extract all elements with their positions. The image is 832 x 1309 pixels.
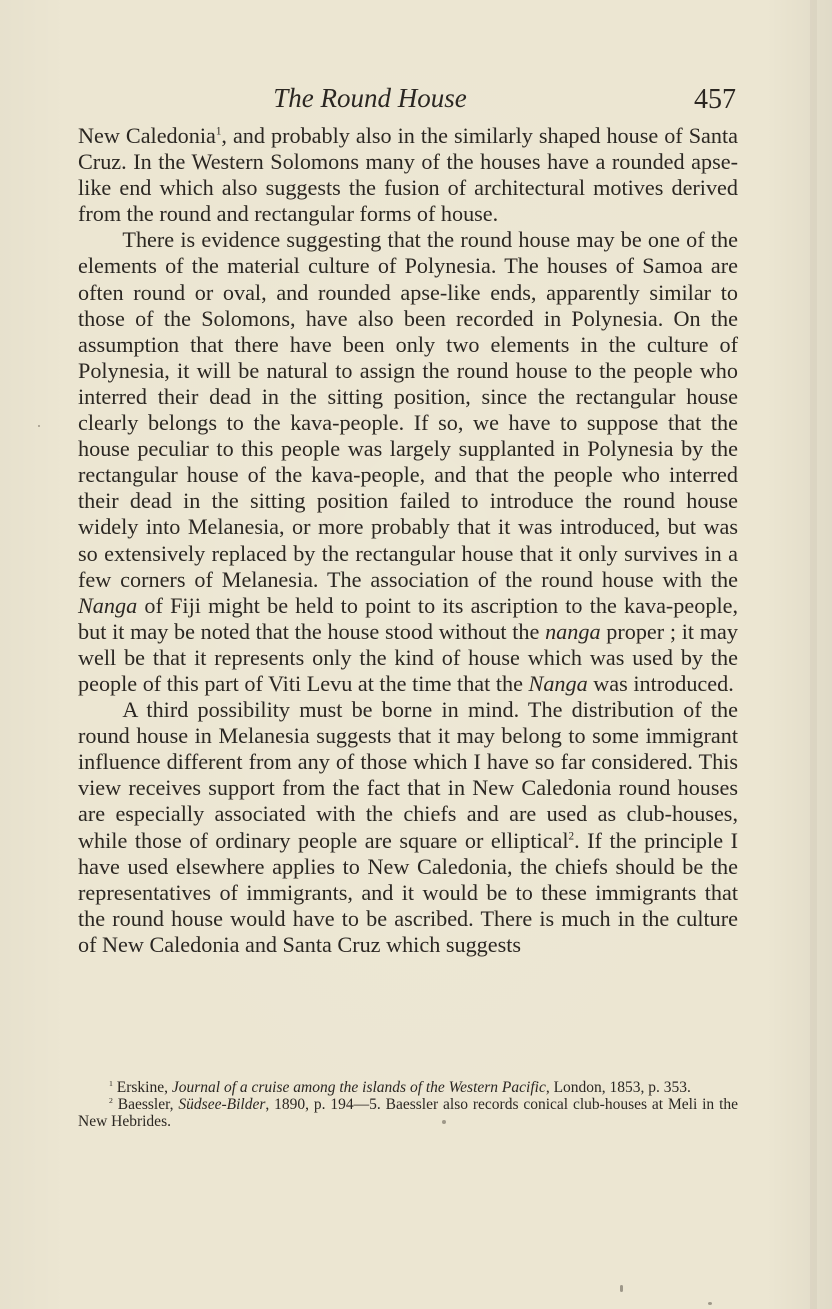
paragraph-1 bbox=[78, 123, 738, 227]
ink-speck bbox=[38, 425, 40, 427]
footnote-1-text-1: Erskine, bbox=[112, 1079, 172, 1096]
ink-speck bbox=[708, 1302, 712, 1305]
footnote-2-text-1: Baessler, bbox=[112, 1096, 179, 1113]
paragraph-2-text-2: of Fiji might be held to point to its ascription to the kava-people, but it may be noted that the house stood without the bbox=[78, 592, 738, 644]
paragraph-2-italic-1: Nanga bbox=[78, 592, 138, 618]
paragraph-2 bbox=[78, 227, 738, 697]
ink-speck bbox=[442, 1120, 446, 1124]
footnote-ref-1: 1 bbox=[215, 125, 222, 138]
footnote-2-number: 2 bbox=[109, 1095, 113, 1105]
footnote-1-number: 1 bbox=[109, 1078, 113, 1088]
paragraph-1-text-1: New Caledonia bbox=[78, 123, 216, 148]
page-number: 457 bbox=[694, 84, 736, 115]
paragraph-2-text-1: There is evidence suggesting that the round house may be one of the elements of the material culture of Polynesia. The houses of Samoa are often round or oval, and rounded apse-like ends, apparently similar to those of the Solomons, have also been recorded in Polynesia. On the assumption that there have been only two elements in the culture of Polynesia, it will be natural to assign the round house to the people who interred their dead in the sitting position, since the rectangular house clearly belongs to the kava-people. If so, we have to suppose that the house peculiar to this people was largely supplanted in Polynesia by the rectangular house of the kava-people, and that the people who interred their dead in the sitting position failed to introduce the round house widely into Melanesia, or more probably that it was introduced, but was so extensively replaced by the rectangular house that it only survives in a few corners of Melanesia. The association of the round house with the bbox=[78, 227, 738, 592]
ink-speck bbox=[620, 1285, 623, 1292]
running-head bbox=[78, 78, 738, 118]
paragraph-2-text-4: was introduced. bbox=[587, 670, 734, 696]
paragraph-2-italic-2: nanga bbox=[545, 618, 601, 644]
paragraph-2-text-3: proper ; it may well be that it represents only the kind of house which was used by the people of this part of Viti Levu at the time that the bbox=[78, 618, 738, 696]
footnote-1-italic: Journal of a cruise among the islands of the Western Pacific bbox=[171, 1079, 546, 1096]
main-text bbox=[78, 123, 738, 958]
paragraph-1-text-2: , and probably also in the similarly shaped house of Santa Cruz. In the Western Solomons many of the houses have a rounded apse-like end which also suggests the fusion of architectural motives derived from the round and rectangular forms of house. bbox=[78, 123, 738, 227]
paragraph-3-text-1: A third possibility must be borne in mind. The distribution of the round house in Melanesia suggests that it may belong to some immigrant influence different from any of those which I have so far considered. This view receives support from the fact that in New Caledonia round houses are especially associated with the chiefs and are used as club-houses, while those of ordinary people are square or elliptical bbox=[78, 697, 738, 853]
footnote-1 bbox=[78, 1079, 738, 1096]
footnote-ref-2: 2 bbox=[568, 830, 575, 843]
footnotes bbox=[78, 1079, 738, 1130]
footnote-2-italic: Südsee-Bilder bbox=[178, 1096, 266, 1113]
paragraph-3 bbox=[78, 697, 738, 958]
paragraph-3-text-2: . If the principle I have used elsewhere applies to New Caledonia, the chiefs should be the representatives of immigrants, and it would be to these immigrants that the round house would have to be ascribed. There is much in the culture of New Caledonia and Santa Cruz which suggests bbox=[78, 827, 738, 957]
running-title: The Round House bbox=[273, 83, 467, 113]
paragraph-2-italic-3: Nanga bbox=[528, 670, 588, 696]
footnote-1-text-2: , London, 1853, p. 353. bbox=[545, 1079, 691, 1096]
ink-speck bbox=[810, 0, 817, 1309]
footnote-2 bbox=[78, 1096, 738, 1130]
footnote-2-text-2: , 1890, p. 194—5. Baessler also records conical club-houses at Meli in the New Hebrides. bbox=[78, 1096, 739, 1130]
